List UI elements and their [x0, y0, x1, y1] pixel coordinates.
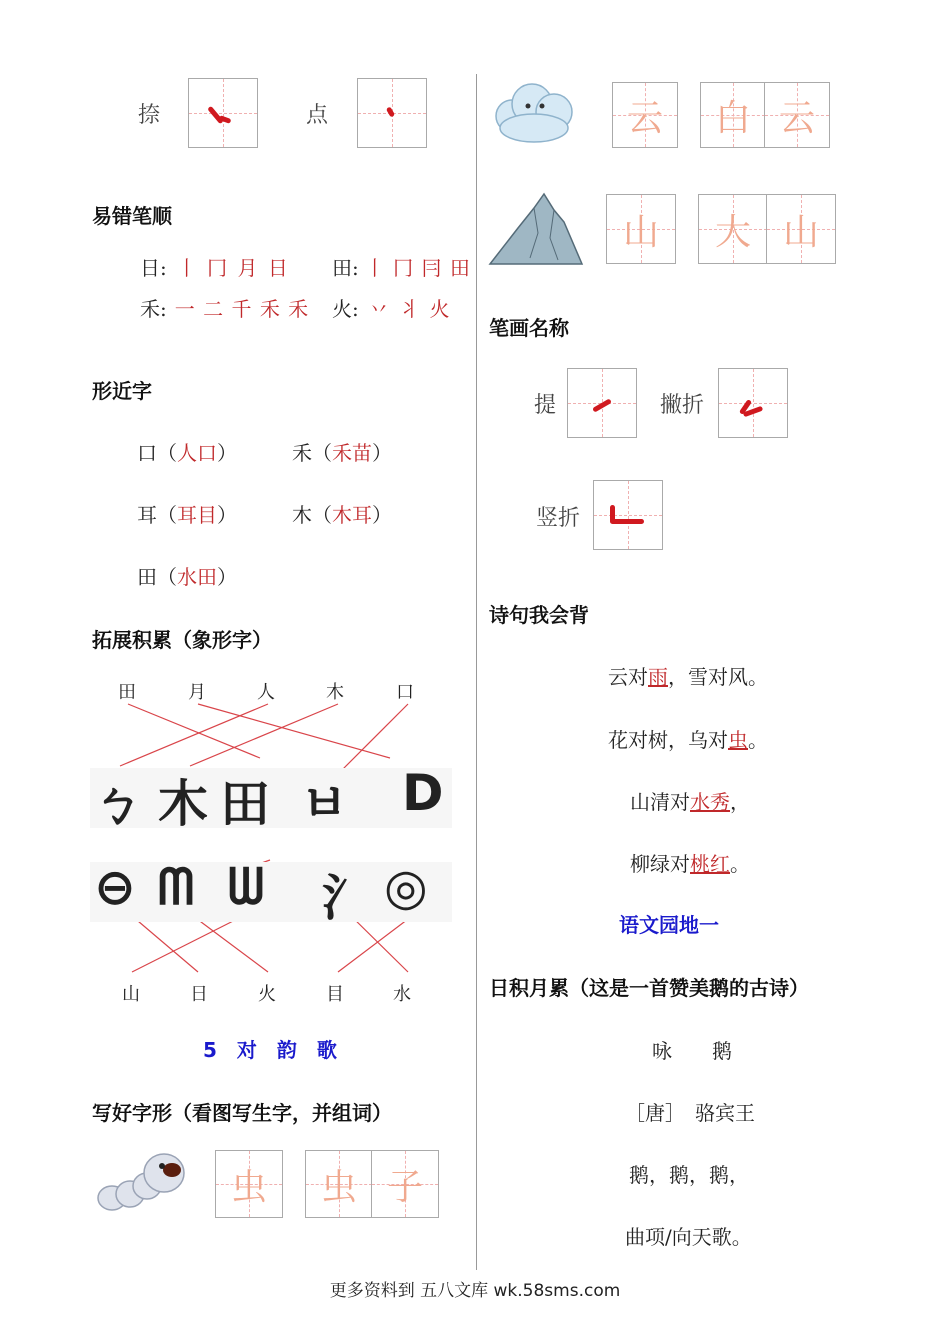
stroke-box-shuzhe: [593, 480, 663, 550]
similar-item: 禾（禾苗）: [292, 441, 392, 465]
write-box-yun: 云: [612, 82, 678, 148]
garden-title: 语文园地一: [619, 913, 719, 937]
pic-top-char: 月: [188, 682, 206, 703]
poem-line-2: 曲项/向天歌。: [625, 1225, 752, 1249]
section-title-pictograph: 拓展积累（象形字）: [92, 628, 272, 652]
order-he: 禾: 一 二 千 禾 禾: [140, 297, 310, 321]
column-divider: [476, 74, 477, 1270]
stroke-box-ti: [567, 368, 637, 438]
pic-top-char: 人: [257, 682, 275, 703]
mountain-image: [488, 188, 584, 268]
glyph-shui: ⺡: [322, 869, 372, 927]
write-box-chong-word-2: 子: [371, 1150, 439, 1218]
pic-bottom-char: 目: [326, 984, 344, 1005]
order-huo: 火: 丷 丬 火: [332, 297, 452, 321]
glyph-huo: ᗰ: [158, 858, 195, 916]
recite-line-2: 花对树，乌对虫。: [608, 728, 768, 752]
worm-image: [92, 1148, 196, 1220]
stroke-box-dian: [357, 78, 427, 148]
glyph-ri: ⊖: [94, 858, 136, 916]
write-box-yun-word-1: 白: [700, 82, 766, 148]
glyph-yue: D: [402, 764, 444, 822]
poem-title: 咏 鹅: [652, 1039, 732, 1063]
similar-item: 耳（耳目）: [137, 503, 237, 527]
glyph-kou: ㅂ: [300, 775, 349, 833]
similar-item: 口（人口）: [137, 441, 237, 465]
pic-top-char: 口: [396, 682, 414, 703]
lesson-5-title: 5 对 韵 歌: [203, 1038, 337, 1062]
write-box-shan-word-2: 山: [766, 194, 836, 264]
poem-author: ［唐］ 骆宾王: [625, 1101, 755, 1125]
write-box-chong: 虫: [215, 1150, 283, 1218]
pic-bottom-char: 日: [190, 984, 208, 1005]
glyph-shan: ᗯ: [228, 858, 265, 916]
poem-line-1: 鹅，鹅，鹅，: [629, 1163, 749, 1187]
pic-top-char: 田: [118, 682, 136, 703]
order-tian: 田: 丨 冂 冃 田: [332, 256, 471, 280]
pic-bottom-char: 火: [258, 984, 276, 1005]
section-title-stroke-order: 易错笔顺: [92, 204, 172, 228]
glyph-tian: 田: [220, 775, 270, 833]
stroke-box-na: [188, 78, 258, 148]
section-title-stroke-names: 笔画名称: [489, 316, 569, 340]
footer-text: 更多资料到 五八文库 wk.58sms.com: [329, 1281, 621, 1301]
pic-top-char: 木: [326, 682, 344, 703]
glyph-mu-eye: ◎: [384, 858, 428, 916]
order-ri: 日: 丨 冂 月 日: [140, 256, 290, 280]
section-title-daily: 日积月累（这是一首赞美鹅的古诗）: [489, 976, 809, 1000]
stroke-box-piezhe: [718, 368, 788, 438]
cloud-image: [490, 76, 578, 148]
section-title-write: 写好字形（看图写生字，并组词）: [92, 1101, 392, 1125]
glyph-mu: 木: [158, 775, 208, 833]
stroke-label-na: 捺: [138, 103, 161, 128]
stroke-label-shuzhe: 竖折: [536, 506, 581, 531]
glyph-ren: ㄅ: [92, 775, 142, 833]
pic-bottom-char: 水: [393, 984, 411, 1005]
write-box-shan-word-1: 大: [698, 194, 768, 264]
stroke-label-ti: 提: [534, 393, 557, 418]
section-title-poem-recite: 诗句我会背: [489, 603, 589, 627]
matching-lines: [90, 700, 460, 980]
recite-line-1: 云对雨，雪对风。: [608, 665, 768, 689]
write-box-shan: 山: [606, 194, 676, 264]
similar-item: 木（木耳）: [292, 503, 392, 527]
recite-line-3: 山清对水秀，: [630, 790, 750, 814]
stroke-label-piezhe: 撇折: [660, 393, 705, 418]
pic-bottom-char: 山: [122, 984, 140, 1005]
glyph-row-1: [90, 768, 452, 828]
stroke-label-dian: 点: [306, 103, 329, 128]
write-box-yun-word-2: 云: [764, 82, 830, 148]
recite-line-4: 柳绿对桃红。: [630, 852, 750, 876]
write-box-chong-word-1: 虫: [305, 1150, 373, 1218]
section-title-similar: 形近字: [92, 379, 152, 403]
similar-item: 田（水田）: [137, 565, 237, 589]
